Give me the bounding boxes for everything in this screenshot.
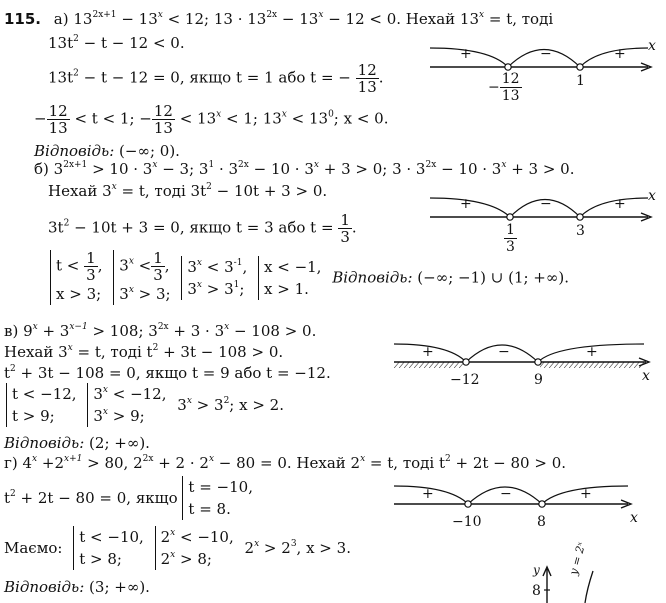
answer-label: Відповідь: xyxy=(34,142,115,160)
problem-a-line-1: 115. а) $13^{2x+1} - 13^x < 12$; $13 \cdot 13^{2x} - 13^x - 12 < 0$. Нехай $13^x = t$, тоді xyxy=(4,10,554,28)
sign-plus: + xyxy=(422,344,434,360)
sign-plus: + xyxy=(460,196,472,212)
sign-minus: − xyxy=(498,344,510,360)
axis-label: x xyxy=(648,38,656,54)
sign-plus: + xyxy=(614,46,626,62)
equation-system: t < −10, t > 8; xyxy=(73,526,144,570)
problem-number: 115. xyxy=(4,10,42,28)
tick-label: 9 xyxy=(534,372,543,388)
problem-v-line-3: $t^2 + 3t - 108 = 0$, якщо t = 9 або t = −12. xyxy=(4,364,331,382)
equation-system: t = −10, t = 8. xyxy=(182,476,253,520)
sign-plus: + xyxy=(580,486,592,502)
sign-minus: − xyxy=(540,46,552,62)
part-v-label: в) xyxy=(4,322,19,340)
answer-label: Відповідь: xyxy=(4,434,85,452)
number-line-b xyxy=(430,188,660,258)
problem-g-line-2: $t^2 + 2t - 80 = 0$, якщо t = −10, t = 8. xyxy=(4,478,253,518)
tick-label: −12 xyxy=(450,372,480,388)
answer-label: Відповідь: xyxy=(4,578,85,596)
number-line-v xyxy=(394,338,664,398)
problem-b-systems: t < $\frac{1}{3}$ , x > 3; $3^x$ < $\frac{1}{3}$ , $3^x > 3$; $3^x < 3^{-1}$, $3^x > 3^1$; x < −1, x > 1. Відповідь: (−∞; −1) ∪ (1; +∞). xyxy=(50,250,569,305)
answer-label: Відповідь: xyxy=(332,268,413,287)
sign-plus: + xyxy=(460,46,472,62)
problem-a-answer: Відповідь: (−∞; 0). xyxy=(34,142,180,160)
problem-v-line-1: в) $9^x + 3^{x-1} > 108$; $3^{2x} + 3 \cdot 3^x - 108 > 0$. xyxy=(4,322,317,340)
part-g-label: г) xyxy=(4,454,18,472)
number-line-a xyxy=(430,38,660,108)
sign-minus: − xyxy=(500,486,512,502)
graph-fragment xyxy=(525,540,605,603)
problem-a-line-3: $13t^2 - t - 12 = 0$, якщо t = 1 або t = − $\frac{12}{13}$ . xyxy=(48,61,384,96)
problem-v-line-2: Нехай $3^x = t$, тоді $t^2 + 3t - 108 > 0$. xyxy=(4,343,284,361)
problem-a-line-2: $13t^2 - t - 12 < 0$. xyxy=(48,34,185,52)
problem-g-line-1: г) $4^x +2^{x+1} > 80$, $2^{2x} + 2 \cdot 2^x - 80 = 0$. Нехай $2^x = t$, тоді $t^2 + 2t - 80 > 0$. xyxy=(4,454,567,472)
tick-label: $\frac{1}{3}$ xyxy=(506,222,515,255)
axis-label: x xyxy=(648,188,656,204)
problem-b-line-1: б) $3^{2x+1} > 10 \cdot 3^x - 3$; $3^1 \cdot 3^{2x} - 10 \cdot 3^x + 3 > 0$; $3 \cdot 3^{2x} - 10 \cdot 3^x + 3 > 0$. xyxy=(34,160,575,178)
fraction: $\frac{12}{13}$ xyxy=(153,102,173,137)
problem-g-systems: Маємо: t < −10, t > 8; $2^x < -10$, $2^x > 8$; $2^x > 2^3$, x > 3. xyxy=(4,528,351,568)
fraction: $\frac{12}{13}$ xyxy=(357,61,377,96)
fraction: $\frac{1}{3}$ xyxy=(340,211,350,246)
problem-b-line-3: $3t^2 - 10t + 3 = 0$, якщо t = 3 або t = $\frac{1}{3}$ . xyxy=(48,211,357,246)
equation-system: $2^x < -10$, $2^x > 8$; xyxy=(155,526,234,570)
tick-label: 3 xyxy=(576,223,585,239)
tick-label: 8 xyxy=(532,583,541,599)
tick-label: 1 xyxy=(576,73,585,89)
equation-system: t < $\frac{1}{3}$ , x > 3; xyxy=(50,250,102,305)
graph-label: y = 2ˣ xyxy=(567,540,589,577)
equation-system: $3^x < 3^{-1}$, $3^x > 3^1$; xyxy=(181,256,247,300)
equation-system: t < −12, t > 9; xyxy=(6,383,77,427)
part-b-label: б) xyxy=(34,160,49,178)
axis-label: x xyxy=(642,368,650,384)
equation-system: x < −1, x > 1. xyxy=(258,256,321,300)
sign-plus: + xyxy=(614,196,626,212)
fraction: $\frac{12}{13}$ xyxy=(48,102,68,137)
tick-label: − $\frac{12}{13}$ xyxy=(488,71,520,104)
number-line-g xyxy=(394,476,664,536)
tick-label: 8 xyxy=(537,514,546,530)
tick-label: −10 xyxy=(452,514,482,530)
problem-g-answer: Відповідь: (3; +∞). xyxy=(4,578,150,596)
sign-plus: + xyxy=(422,486,434,502)
problem-v-answer: Відповідь: (2; +∞). xyxy=(4,434,150,452)
sign-minus: − xyxy=(540,196,552,212)
problem-v-systems: t < −12, t > 9; $3^x < -12$, $3^x > 9$; $3^x > 3^2$; x > 2. xyxy=(6,383,284,427)
axis-label: x xyxy=(630,510,638,526)
problem-a-line-4: − $\frac{12}{13}$ < t < 1; − $\frac{12}{13}$ < $13^x < 1$; $13^x < 13^0$; x < 0. xyxy=(34,102,389,137)
axis-label: y xyxy=(533,563,540,577)
equation-system: $3^x$ < $\frac{1}{3}$ , $3^x > 3$; xyxy=(113,250,170,305)
sign-plus: + xyxy=(586,344,598,360)
part-a-label: а) xyxy=(53,10,69,28)
equation-system: $3^x < -12$, $3^x > 9$; xyxy=(87,383,166,427)
problem-b-line-2: Нехай $3^x = t$, тоді $3t^2 - 10t + 3 > 0$. xyxy=(48,182,328,200)
